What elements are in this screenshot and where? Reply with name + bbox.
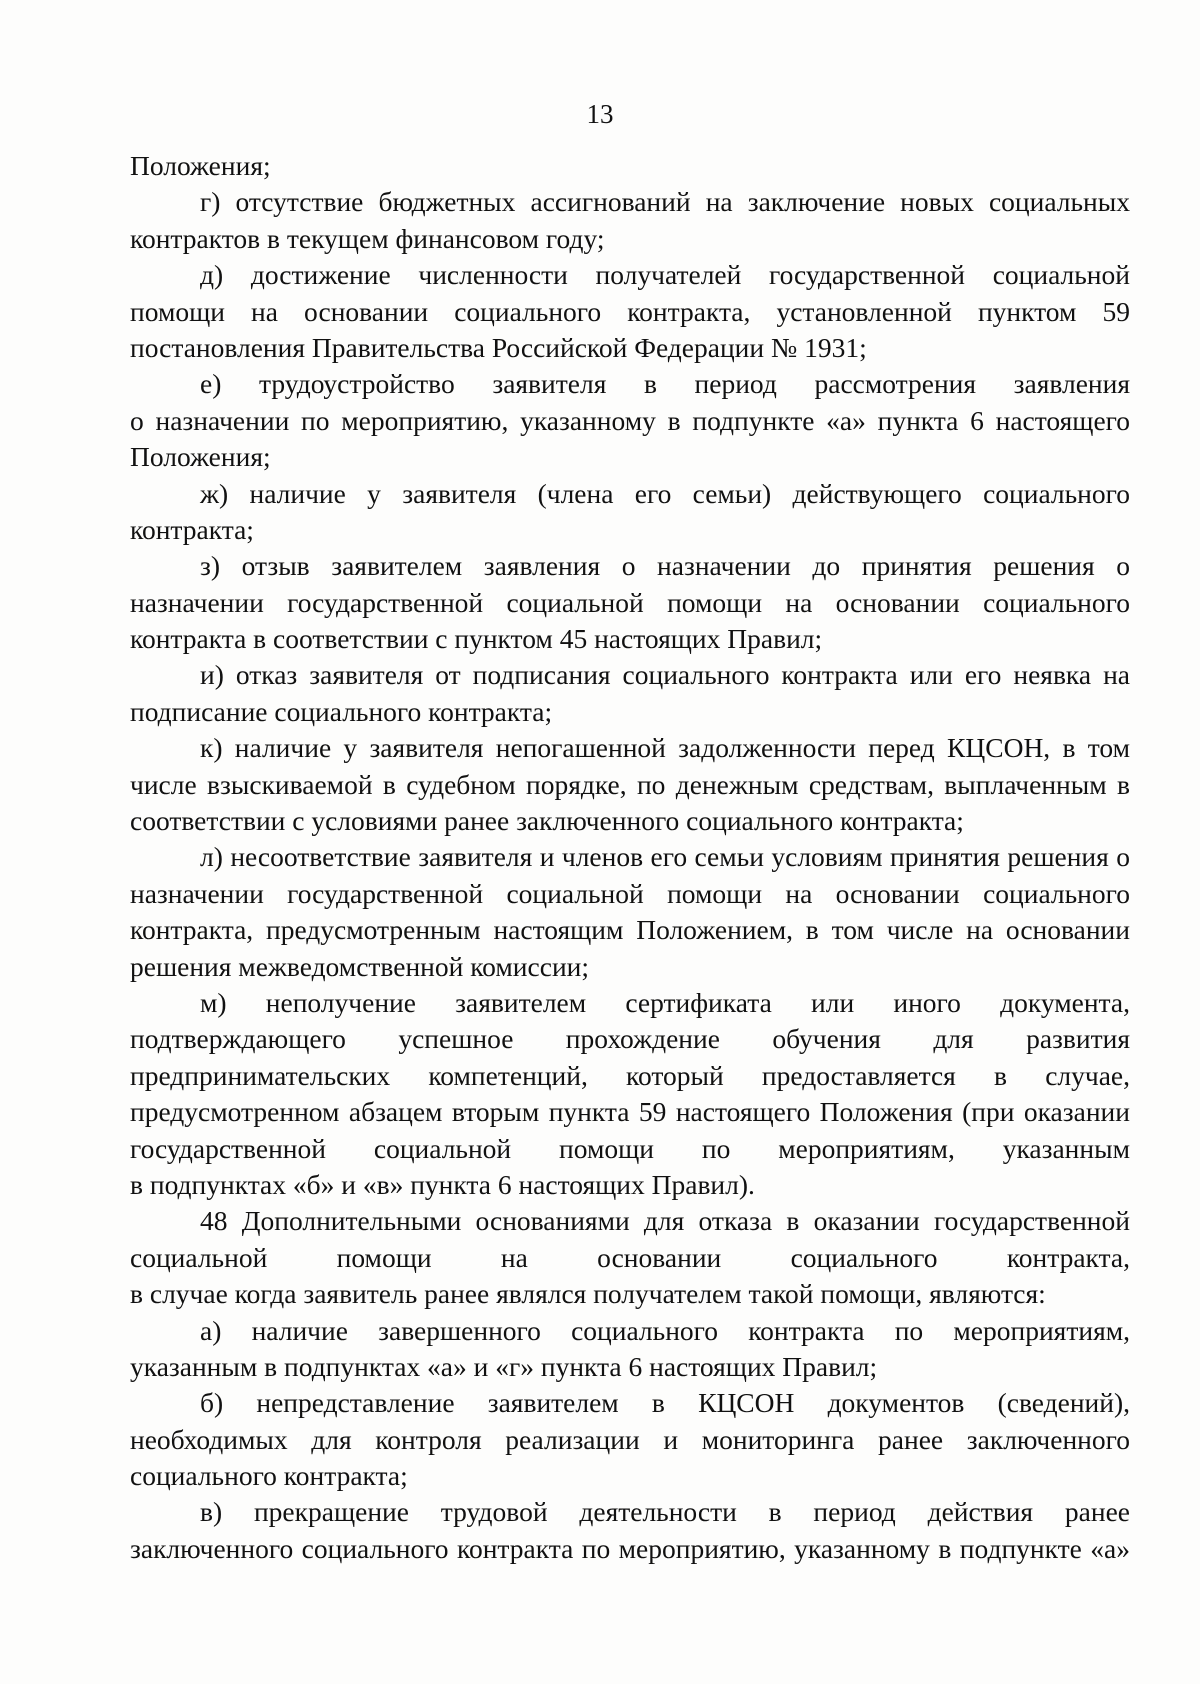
text-line: 48 Дополнительными основаниями для отказа в оказании государственной	[200, 1205, 1130, 1237]
text-line: в) прекращение трудовой деятельности в период действия ранее	[200, 1496, 1130, 1528]
text-line: б) непредставление заявителем в КЦСОН документов (сведений),	[200, 1387, 1130, 1419]
text-line: государственной социальной помощи по мероприятиям, указанным	[130, 1132, 1130, 1164]
text-line: к) наличие у заявителя непогашенной задолженности перед КЦСОН, в том	[200, 732, 1130, 764]
text-line: решения межведомственной комиссии;	[130, 950, 590, 982]
text-line: контракта в соответствии с пунктом 45 настоящих Правил;	[130, 623, 823, 655]
text-line: предпринимательских компетенций, который предоставляется в случае,	[130, 1059, 1130, 1091]
text-line: л) несоответствие заявителя и членов его семьи условиям принятия решения о	[200, 841, 1130, 873]
text-line: указанным в подпунктах «а» и «г» пункта 6 настоящих Правил;	[130, 1350, 878, 1382]
text-line: контракта, предусмотренным настоящим Положением, в том числе на основании	[130, 914, 1130, 946]
document-body	[130, 148, 1130, 1567]
text-line: ж) наличие у заявителя (члена его семьи) действующего социального	[200, 477, 1130, 509]
text-line: социального контракта;	[130, 1460, 408, 1492]
text-line: социальной помощи на основании социального контракта,	[130, 1241, 1130, 1273]
text-line: о назначении по мероприятию, указанному в подпункте «а» пункта 6 настоящего	[130, 404, 1130, 436]
text-line: заключенного социального контракта по мероприятию, указанному в подпункте «а»	[130, 1532, 1130, 1564]
text-line: и) отказ заявителя от подписания социального контракта или его неявка на	[200, 659, 1130, 691]
text-line: г) отсутствие бюджетных ассигнований на заключение новых социальных	[200, 186, 1130, 218]
text-line: Положения;	[130, 150, 271, 181]
text-line: в случае когда заявитель ранее являлся получателем такой помощи, являются:	[130, 1278, 1046, 1310]
text-line: предусмотренном абзацем вторым пункта 59 настоящего Положения (при оказании	[130, 1096, 1130, 1128]
text-line: контракта;	[130, 513, 254, 545]
text-line: подтверждающего успешное прохождение обучения для развития	[130, 1023, 1130, 1055]
text-line: м) неполучение заявителем сертификата или иного документа,	[200, 986, 1130, 1018]
text-line: з) отзыв заявителем заявления о назначении до принятия решения о	[200, 550, 1130, 582]
text-line: постановления Правительства Российской Федерации № 1931;	[130, 331, 867, 363]
text-line: подписание социального контракта;	[130, 695, 553, 727]
text-line: числе взыскиваемой в судебном порядке, по денежным средствам, выплаченным в	[130, 768, 1130, 800]
text-line: Положения;	[130, 441, 271, 473]
text-line: помощи на основании социального контракта, установленной пунктом 59	[130, 295, 1130, 327]
text-line: д) достижение численности получателей государственной социальной	[200, 259, 1130, 291]
text-line: назначении государственной социальной помощи на основании социального	[130, 877, 1130, 909]
text-line: необходимых для контроля реализации и мониторинга ранее заключенного	[130, 1423, 1130, 1455]
text-line: контрактов в текущем финансовом году;	[130, 222, 605, 254]
text-line: а) наличие завершенного социального контракта по мероприятиям,	[200, 1314, 1130, 1346]
text-line: е) трудоустройство заявителя в период рассмотрения заявления	[200, 368, 1130, 400]
text-line: соответствии с условиями ранее заключенного социального контракта;	[130, 805, 964, 837]
text-line: назначении государственной социальной помощи на основании социального	[130, 586, 1130, 618]
text-line: в подпунктах «б» и «в» пункта 6 настоящих Правил).	[130, 1168, 755, 1200]
page-number: 13	[586, 99, 614, 129]
